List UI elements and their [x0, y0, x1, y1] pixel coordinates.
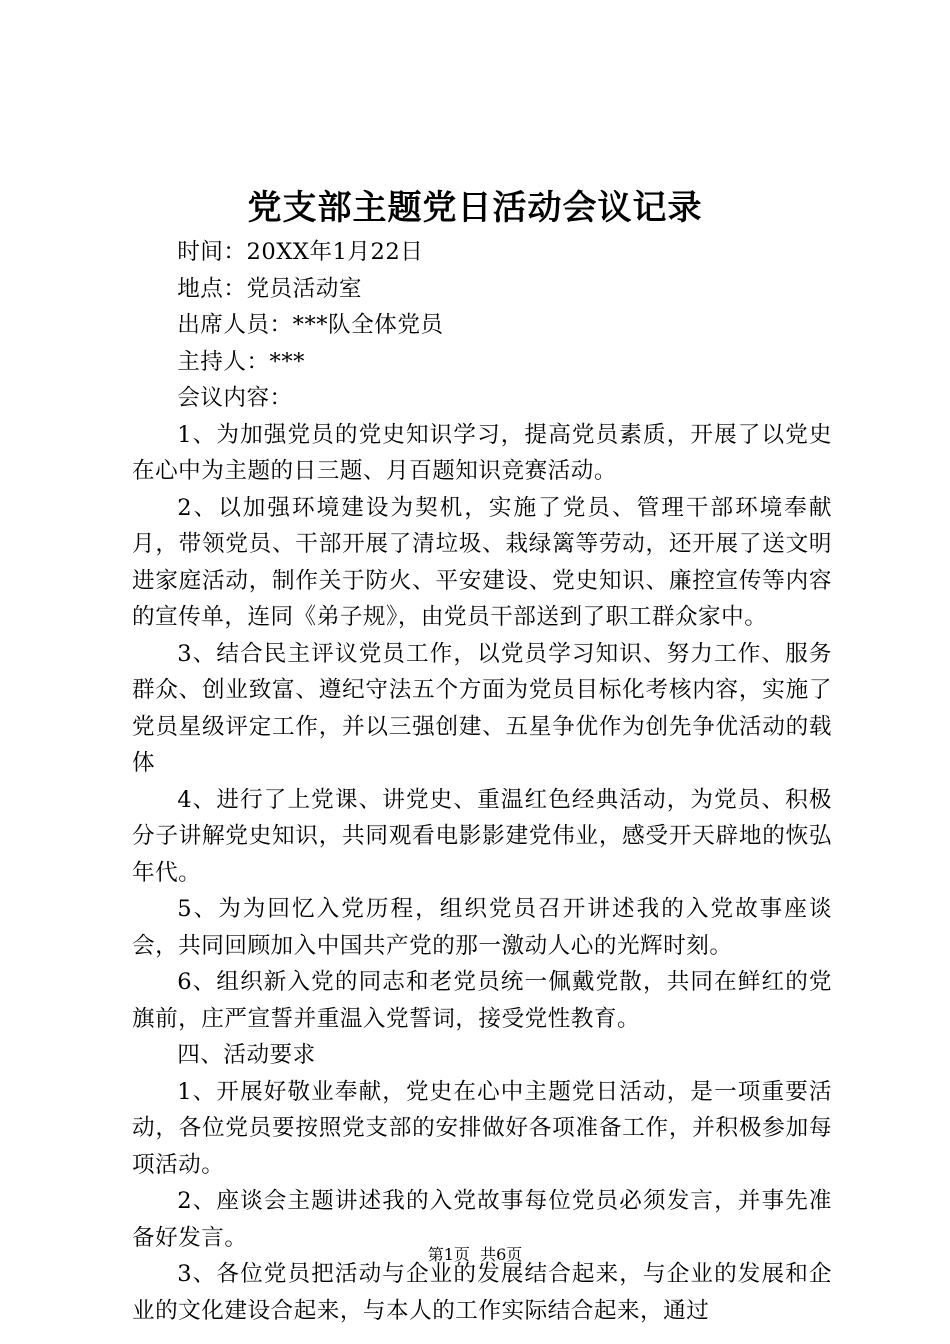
meeting-attendees: 出席人员：***队全体党员 [177, 312, 444, 338]
document-title: 党支部主题党日活动会议记录 [247, 188, 703, 228]
page-footer [0, 1244, 950, 1266]
requirements-heading: 四、活动要求 [177, 1042, 316, 1068]
meeting-host: 主持人：*** [177, 348, 305, 375]
content-item-1: 1、为加强党员的党史知识学习，提高党员素质，开展了以党史在心中为主题的日三题、月百题知识竞赛活动。 [132, 421, 832, 484]
meeting-location: 地点：党员活动室 [177, 275, 362, 302]
content-item-2: 2、以加强环境建设为契机，实施了党员、管理干部环境奉献月，带领党员、干部开展了清垃圾、栽绿篱等劳动，还开展了送文明进家庭活动，制作关于防火、平安建设、党史知识、廉控宣传等内容的宣传单，连同《弟子规》，由党员干部送到了职工群众家中。 [132, 494, 832, 630]
requirement-item-1: 1、开展好敬业奉献，党史在心中主题党日活动，是一项重要活动，各位党员要按照党支部的安排做好各项准备工作，并积极参加每项活动。 [132, 1078, 832, 1178]
content-item-3: 3、结合民主评议党员工作，以党员学习知识、努力工作、服务群众、创业致富、遵纪守法五个方面为党员目标化考核内容，实施了党员星级评定工作，并以三强创建、五星争优作为创先争优活动的载体 [132, 640, 832, 776]
content-item-6: 6、组织新入党的同志和老党员统一佩戴党散，共同在鲜红的党旗前，庄严宣誓并重温入党誓词，接受党性教育。 [132, 969, 832, 1032]
content-item-4: 4、进行了上党课、讲党史、重温红色经典活动，为党员、积极分子讲解党史知识，共同观看电影影建党伟业，感受开天辟地的恢弘年代。 [132, 786, 832, 886]
meeting-time: 时间：20XX年1月22日 [177, 239, 424, 265]
page-number: 第1页 [427, 1245, 470, 1264]
content-item-5: 5、为为回忆入党历程，组织党员召开讲述我的入党故事座谈会，共同回顾加入中国共产党的那一激动人心的光辉时刻。 [132, 896, 832, 959]
document-body [132, 234, 832, 1329]
requirement-item-2: 2、座谈会主题讲述我的入党故事每位党员必须发言，并事先准备好发言。 [132, 1188, 832, 1251]
meeting-content-heading: 会议内容： [177, 385, 293, 411]
requirement-item-3: 3、各位党员把活动与企业的发展结合起来，与企业的发展和企业的文化建设合起来，与本人的工作实际结合起来，通过 [132, 1261, 832, 1324]
page-total: 共6页 [480, 1245, 523, 1264]
